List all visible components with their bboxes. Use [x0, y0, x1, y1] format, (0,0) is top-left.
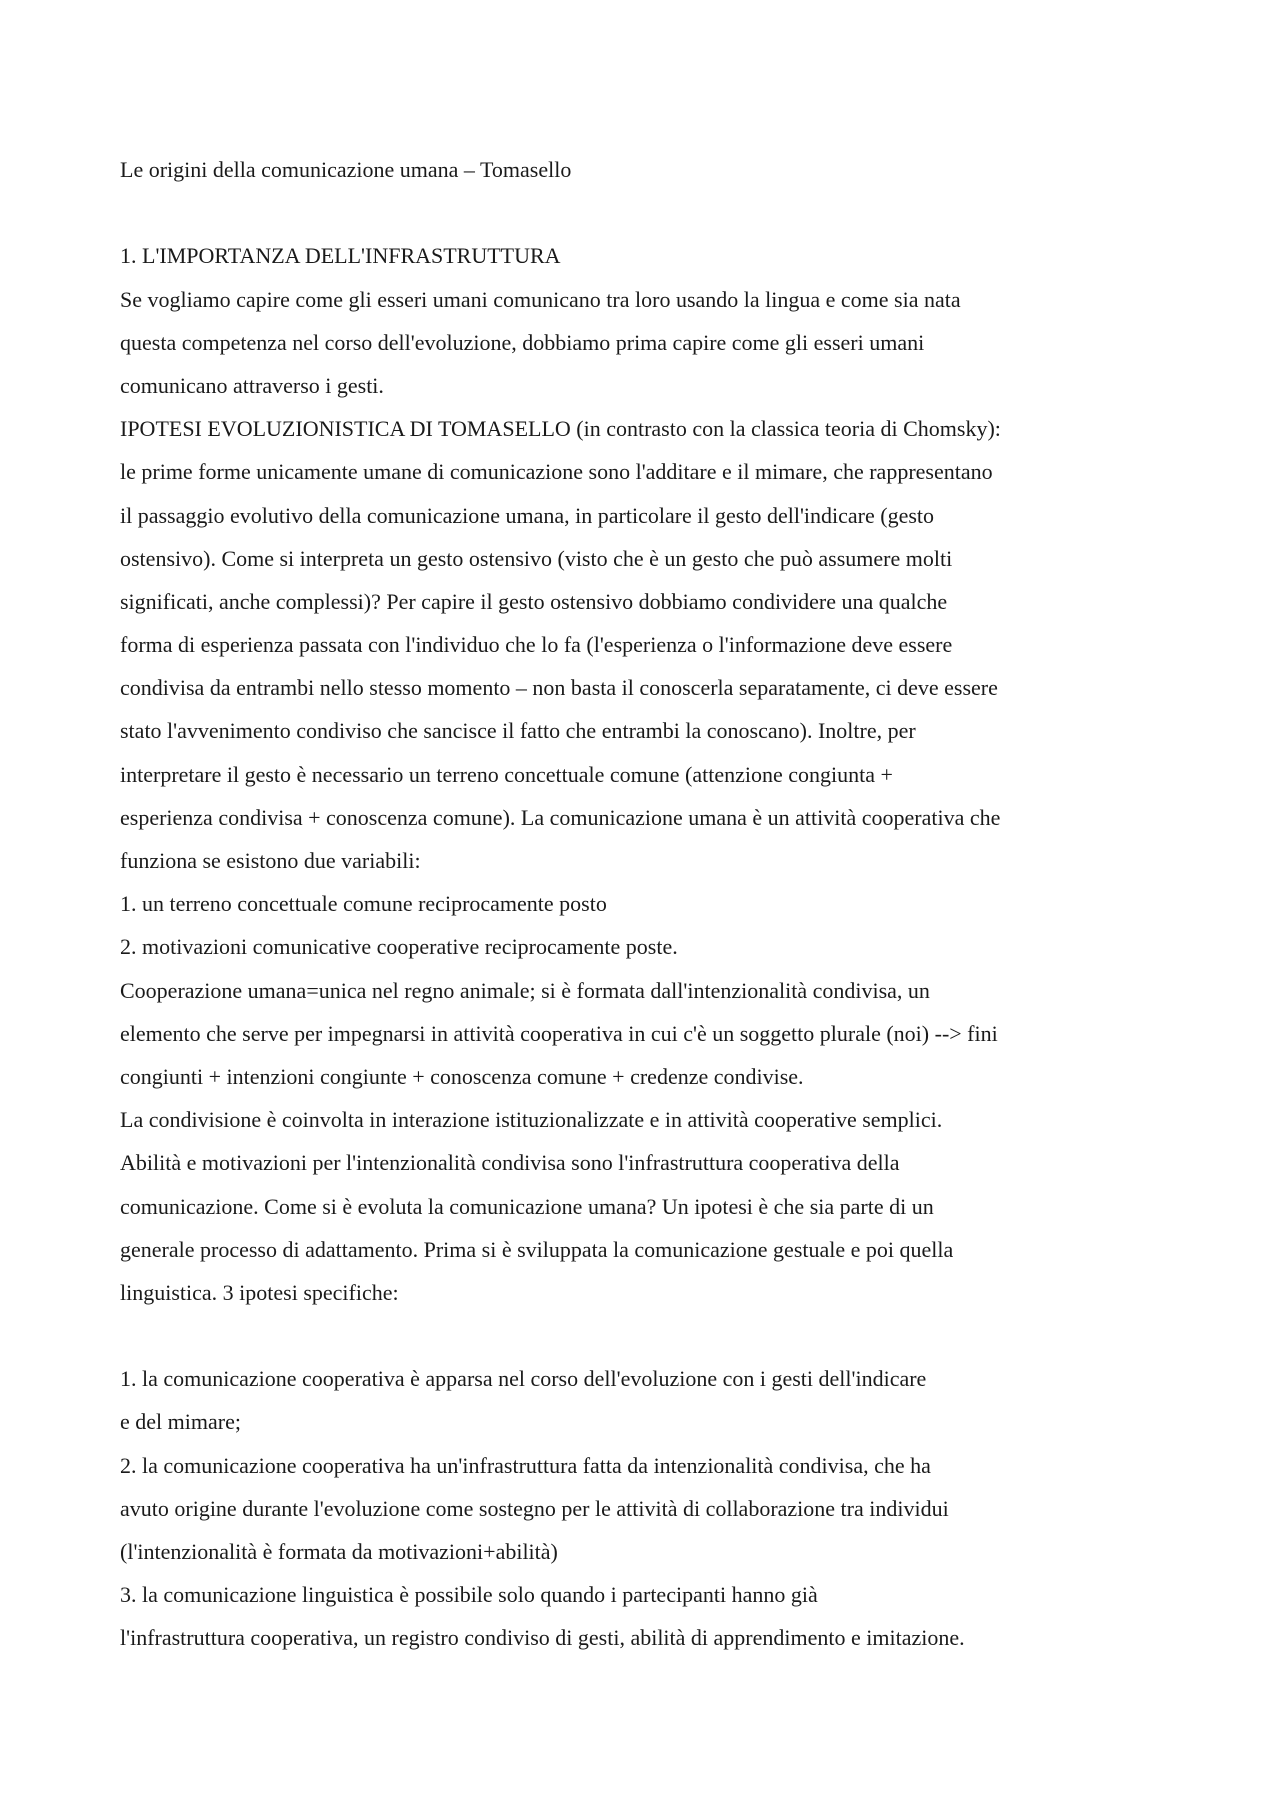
paragraph-line: congiunti + intenzioni congiunte + conoscenza comune + credenze condivise.: [120, 1063, 804, 1089]
paragraph-line: comunicano attraverso i gesti.: [120, 372, 384, 398]
paragraph-line: esperienza condivisa + conoscenza comune). La comunicazione umana è un attività cooperativa che: [120, 804, 1001, 830]
paragraph-line: forma di esperienza passata con l'individuo che lo fa (l'esperienza o l'informazione deve essere: [120, 632, 953, 658]
hypothesis-line: e del mimare;: [120, 1409, 241, 1435]
paragraph-line: condivisa da entrambi nello stesso momento – non basta il conoscerla separatamente, ci deve essere: [120, 675, 998, 701]
paragraph-line: elemento che serve per impegnarsi in attività cooperativa in cui c'è un soggetto plurale (noi) --> fini: [120, 1020, 998, 1046]
blank-line: [120, 1314, 1180, 1357]
paragraph-line: le prime forme unicamente umane di comunicazione sono l'additare e il mimare, che rappresentano: [120, 459, 993, 485]
paragraph-line: funziona se esistono due variabili:: [120, 848, 421, 873]
hypothesis-line: 2. la comunicazione cooperativa ha un'infrastruttura fatta da intenzionalità condivisa, che ha: [120, 1452, 931, 1478]
section-heading: 1. L'IMPORTANZA DELL'INFRASTRUTTURA: [120, 243, 561, 269]
hypothesis-line: l'infrastruttura cooperativa, un registro condiviso di gesti, abilità di apprendimento e imitazione.: [120, 1625, 965, 1651]
variable-list-item: 2. motivazioni comunicative cooperative reciprocamente poste.: [120, 934, 678, 960]
paragraph-line: stato l'avvenimento condiviso che sancisce il fatto che entrambi la conoscano). Inoltre, per: [120, 718, 916, 744]
paragraph-line: generale processo di adattamento. Prima si è sviluppata la comunicazione gestuale e poi quella: [120, 1236, 954, 1262]
hypothesis-line: (l'intenzionalità è formata da motivazioni+abilità): [120, 1539, 558, 1564]
paragraph-line: significati, anche complessi)? Per capire il gesto ostensivo dobbiamo condividere una qualche: [120, 588, 948, 614]
paragraph-line: La condivisione è coinvolta in interazione istituzionalizzate e in attività cooperative semplici.: [120, 1107, 943, 1133]
paragraph-line: questa competenza nel corso dell'evoluzione, dobbiamo prima capire come gli esseri umani: [120, 329, 925, 355]
paragraph-line: Abilità e motivazioni per l'intenzionalità condivisa sono l'infrastruttura cooperativa della: [120, 1150, 900, 1176]
paragraph-line: interpretare il gesto è necessario un terreno concettuale comune (attenzione congiunta +: [120, 761, 893, 787]
paragraph-line: comunicazione. Come si è evoluta la comunicazione umana? Un ipotesi è che sia parte di un: [120, 1193, 934, 1219]
paragraph-line: ostensivo). Come si interpreta un gesto ostensivo (visto che è un gesto che può assumere molti: [120, 545, 953, 571]
blank-line: [120, 191, 1180, 234]
paragraph-line: linguistica. 3 ipotesi specifiche:: [120, 1279, 399, 1305]
paragraph-line: Se vogliamo capire come gli esseri umani comunicano tra loro usando la lingua e come sia nata: [120, 286, 961, 312]
paragraph-line: il passaggio evolutivo della comunicazione umana, in particolare il gesto dell'indicare (gesto: [120, 502, 935, 528]
hypothesis-line: avuto origine durante l'evoluzione come sostegno per le attività di collaborazione tra individui: [120, 1495, 949, 1521]
document-title: Le origini della comunicazione umana – Tomasello: [120, 157, 572, 182]
paragraph-line: IPOTESI EVOLUZIONISTICA DI TOMASELLO (in contrasto con la classica teoria di Chomsky):: [120, 416, 1001, 442]
variable-list-item: 1. un terreno concettuale comune reciprocamente posto: [120, 891, 607, 917]
paragraph-line: Cooperazione umana=unica nel regno animale; si è formata dall'intenzionalità condivisa, un: [120, 977, 930, 1003]
hypothesis-line: 3. la comunicazione linguistica è possibile solo quando i partecipanti hanno già: [120, 1582, 818, 1608]
document-body: [120, 148, 1180, 1660]
hypothesis-line: 1. la comunicazione cooperativa è apparsa nel corso dell'evoluzione con i gesti dell'indicare: [120, 1366, 927, 1392]
